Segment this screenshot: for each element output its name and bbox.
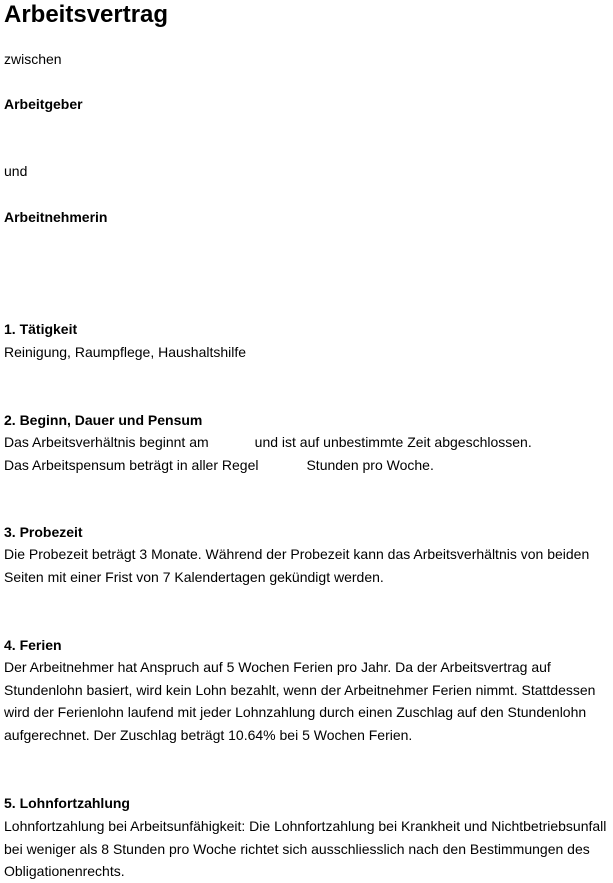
section-2-line-1-end: und ist auf unbestimmte Zeit abgeschlossen. bbox=[254, 434, 532, 450]
section-1-text: Reinigung, Raumpflege, Haushaltshilfe bbox=[4, 344, 247, 360]
section-5-heading: 5. Lohnfortzahlung bbox=[4, 795, 130, 811]
section-5-text: Lohnfortzahlung bei Arbeitsunfähigkeit: Die Lohnfortzahlung bei Krankheit und Nichtbetriebsunfall bei weniger als 8 Stunden pro Woche richtet sich ausschliesslich nach den Bestimmungen des Obligationenrechts. bbox=[4, 818, 607, 880]
section-2-heading: 2. Beginn, Dauer und Pensum bbox=[4, 412, 203, 428]
and-label: und bbox=[4, 163, 28, 179]
section-2-line-1-start: Das Arbeitsverhältnis beginnt am bbox=[4, 434, 209, 450]
section-3-heading: 3. Probezeit bbox=[4, 524, 83, 540]
employer-label: Arbeitgeber bbox=[4, 96, 83, 112]
section-2-line-2-start: Das Arbeitspensum beträgt in aller Regel bbox=[4, 457, 259, 473]
section-4-heading: 4. Ferien bbox=[4, 637, 62, 653]
document-title: Arbeitsvertrag bbox=[4, 1, 169, 28]
section-1-heading: 1. Tätigkeit bbox=[4, 321, 78, 337]
section-4-text: Der Arbeitnehmer hat Anspruch auf 5 Wochen Ferien pro Jahr. Da der Arbeitsvertrag auf Stundenlohn basiert, wird kein Lohn bezahlt, wenn der Arbeitnehmer Ferien nimmt. Stattdessen wird der Ferienlohn laufend mit jeder Lohnzahlung durch einen Zuschlag auf den Stundenlohn aufgerechnet. Der Zuschlag beträgt 10.64% bei 5 Wochen Ferien. bbox=[4, 659, 596, 744]
section-3-text: Die Probezeit beträgt 3 Monate. Während der Probezeit kann das Arbeitsverhältnis von beiden Seiten mit einer Frist von 7 Kalendertagen gekündigt werden. bbox=[4, 546, 590, 585]
between-label: zwischen bbox=[4, 51, 62, 67]
section-2-line-1 bbox=[4, 431, 532, 453]
section-2-line-2 bbox=[4, 454, 434, 476]
section-2-line-2-end: Stunden pro Woche. bbox=[306, 457, 434, 473]
employee-label: Arbeitnehmerin bbox=[4, 209, 108, 225]
